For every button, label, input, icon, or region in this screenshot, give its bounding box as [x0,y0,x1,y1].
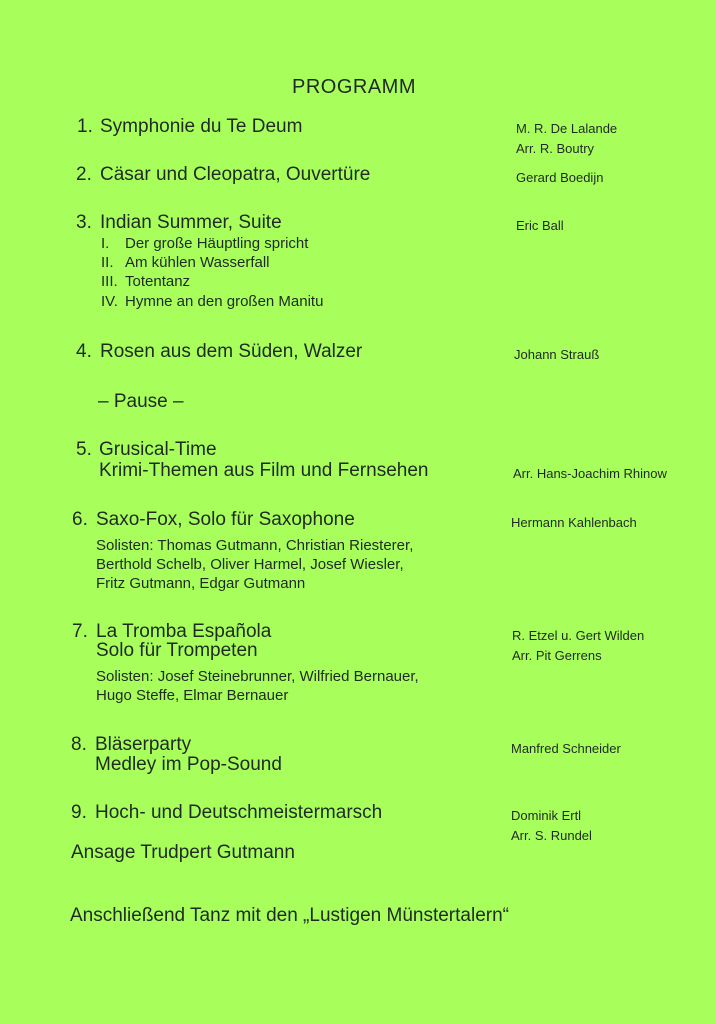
item-1-arranger: Arr. R. Boutry [516,141,595,156]
item-6-soloists-line-1: Solisten: Thomas Gutmann, Christian Riesterer, [96,537,414,554]
item-5-number: 5. [76,439,92,460]
pause-label: – Pause – [98,391,184,412]
item-7-title: La Tromba Española [96,621,272,642]
item-3-part-1-number: I. [101,235,110,252]
item-3-part-3-number: III. [101,273,118,290]
item-3-composer: Eric Ball [516,218,564,233]
item-6-title: Saxo-Fox, Solo für Saxophone [96,509,355,530]
item-3-part-2-title: Am kühlen Wasserfall [125,254,270,271]
item-1-number: 1. [77,116,93,137]
closing-line: Anschließend Tanz mit den „Lustigen Münstertalern“ [70,905,509,926]
item-7-composer: R. Etzel u. Gert Wilden [512,628,645,643]
item-3-part-3-title: Totentanz [125,273,191,290]
item-8-title: Bläserparty [95,734,192,755]
item-8-number: 8. [71,734,87,755]
item-2-composer: Gerard Boedijn [516,170,604,185]
item-3-part-2-number: II. [101,254,114,271]
item-2-number: 2. [76,164,92,185]
item-3-part-4-title: Hymne an den großen Manitu [125,293,324,310]
item-6-soloists-line-3: Fritz Gutmann, Edgar Gutmann [96,575,306,592]
announcement: Ansage Trudpert Gutmann [71,842,295,863]
item-9-title: Hoch- und Deutschmeistermarsch [95,802,383,823]
item-7-arranger: Arr. Pit Gerrens [512,648,602,663]
item-3-number: 3. [76,212,92,233]
item-5-subtitle: Krimi-Themen aus Film und Fernsehen [99,460,429,481]
item-3-part-4-number: IV. [101,293,118,310]
item-6-number: 6. [72,509,88,530]
item-4-number: 4. [76,341,92,362]
item-5-arranger: Arr. Hans-Joachim Rhinow [513,466,667,481]
item-1-composer: M. R. De Lalande [516,121,618,136]
item-8-subtitle: Medley im Pop-Sound [95,754,282,775]
item-3-title: Indian Summer, Suite [100,212,282,233]
item-7-subtitle: Solo für Trompeten [96,640,258,661]
item-3-part-1-title: Der große Häuptling spricht [125,235,309,252]
item-4-title: Rosen aus dem Süden, Walzer [100,341,363,362]
item-9-arranger: Arr. S. Rundel [511,828,592,843]
item-9-composer: Dominik Ertl [511,808,582,823]
item-7-soloists-line-2: Hugo Steffe, Elmar Bernauer [96,687,289,704]
item-9-number: 9. [71,802,87,823]
item-8-composer: Manfred Schneider [511,741,621,756]
item-5-title: Grusical-Time [99,439,217,460]
item-6-composer: Hermann Kahlenbach [511,515,637,530]
item-7-number: 7. [72,621,88,642]
page-title: PROGRAMM [292,76,416,98]
item-4-composer: Johann Strauß [514,347,600,362]
item-6-soloists-line-2: Berthold Schelb, Oliver Harmel, Josef Wiesler, [96,556,404,573]
item-1-title: Symphonie du Te Deum [100,116,303,137]
item-7-soloists-line-1: Solisten: Josef Steinebrunner, Wilfried Bernauer, [96,668,419,685]
item-2-title: Cäsar und Cleopatra, Ouvertüre [100,164,371,185]
